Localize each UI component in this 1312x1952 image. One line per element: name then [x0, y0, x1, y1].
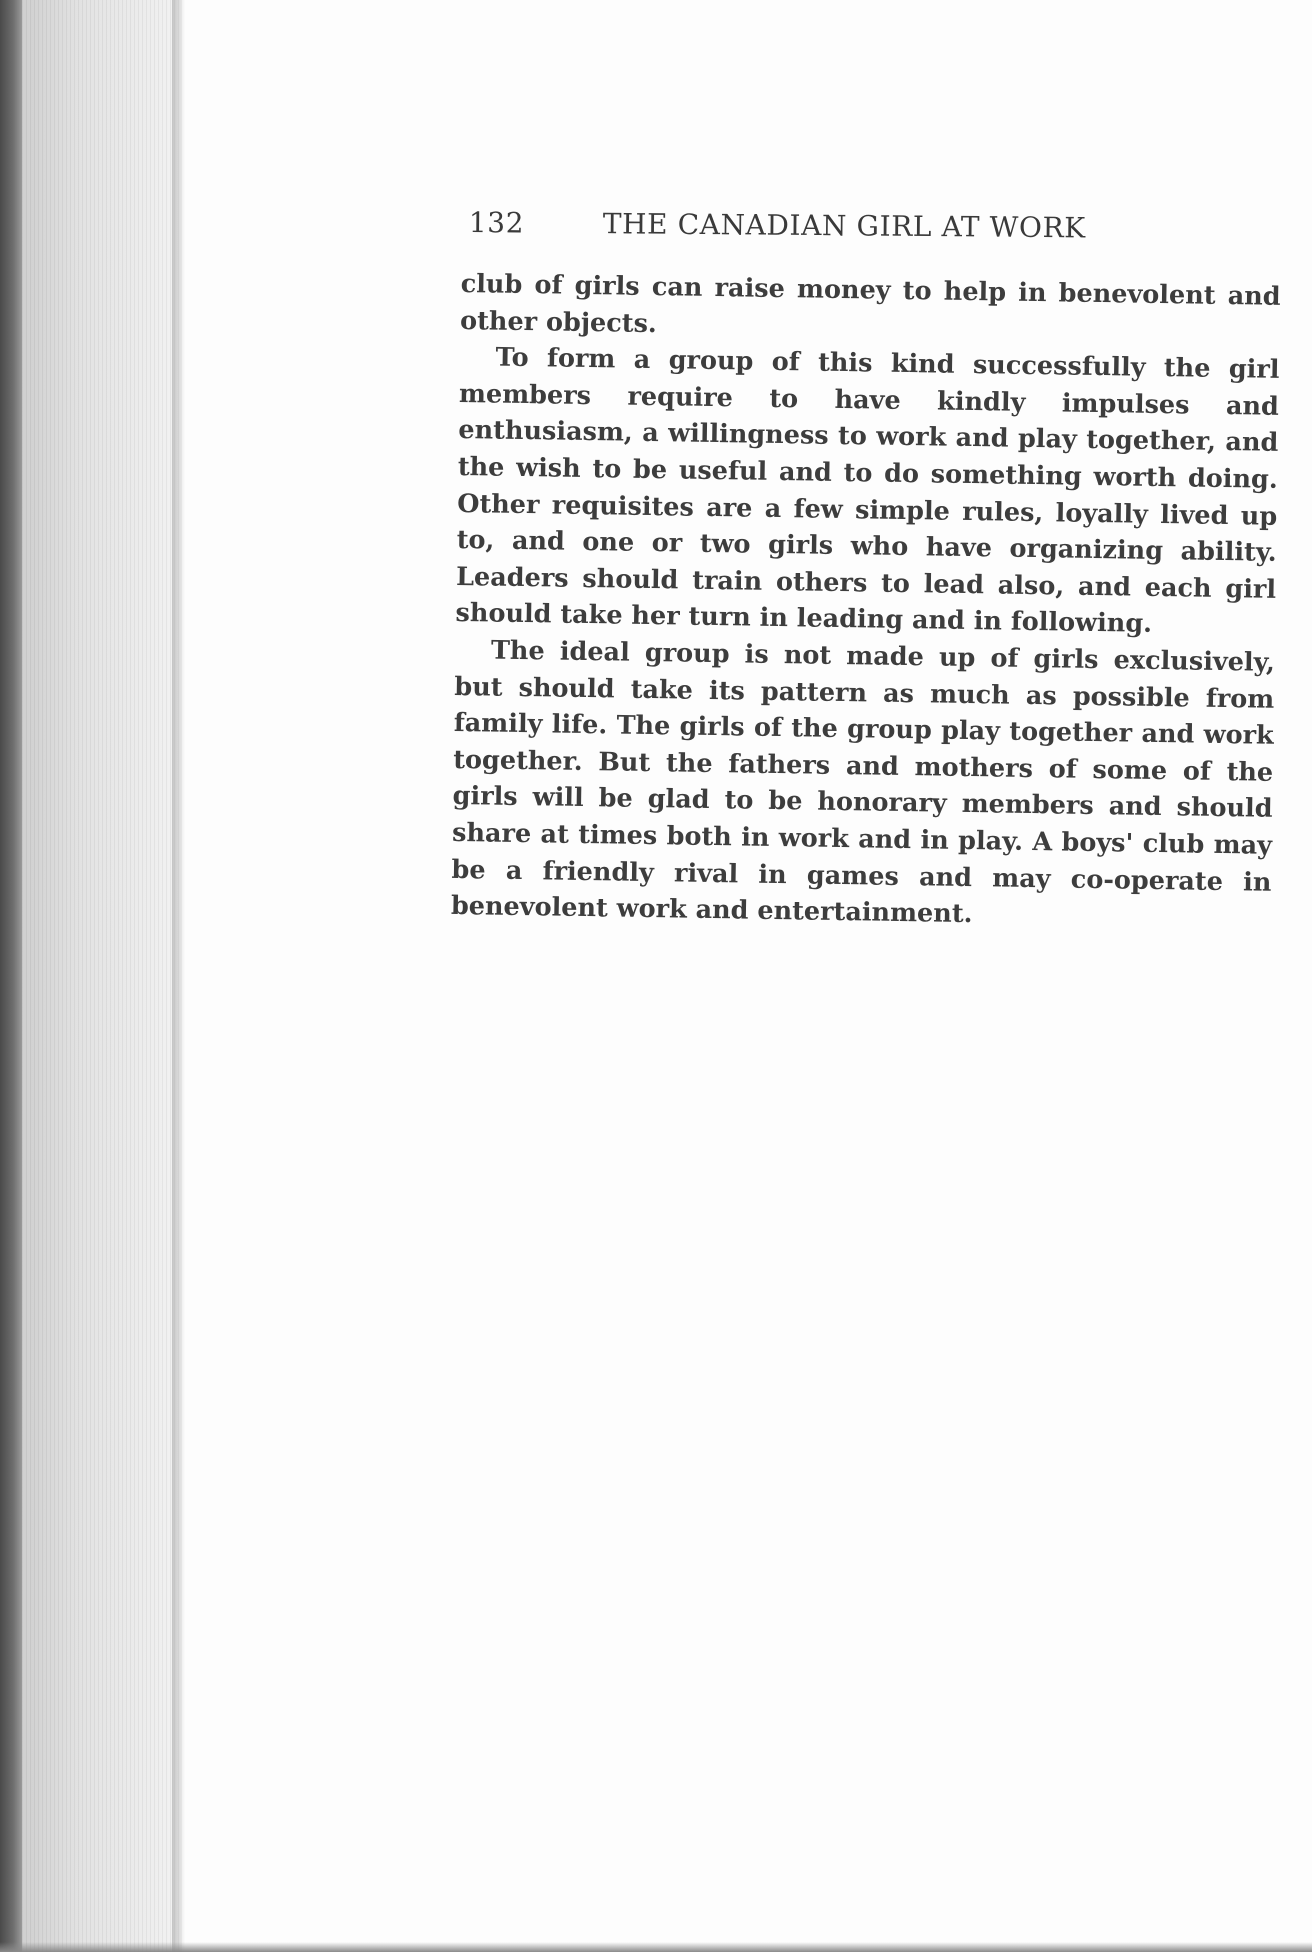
paragraph-continued: club of girls can raise money to help in benevolent and other objects.: [459, 268, 1281, 339]
body-text: [451, 266, 1281, 937]
page-number: 132: [468, 206, 525, 240]
running-header: [469, 206, 1169, 252]
book-page-edges: [22, 0, 182, 1952]
gutter-shadow: [172, 0, 186, 1952]
running-title: THE CANADIAN GIRL AT WORK: [602, 207, 1086, 245]
paragraph-ideal-group: The ideal group is not made up of girls exclusively, but should take its pattern as much as possible from family life. The girls of the group play together and work together. But the fathers and mothers of some of the girls will be glad to be honorary members and should share at times both in work and in play. A boys' club may be a friendly rival in games and may co-operate in benevolent work and entertainment.: [450, 635, 1276, 930]
scanner-dark-edge: [0, 0, 22, 1952]
paragraph-group-formation: To form a group of this kind successfully the girl members require to have kindly impulses and enthusiasm, a willingness to work and play together, and the wish to be useful and to do something worth doing. Other requisites are a few simple rules, loyally lived up to, and one or two girls who have organizing ability. Leaders should train others to lead also, and each girl should take her turn in leading and in following.: [455, 342, 1280, 640]
scanner-bottom-edge: [0, 1942, 1312, 1952]
